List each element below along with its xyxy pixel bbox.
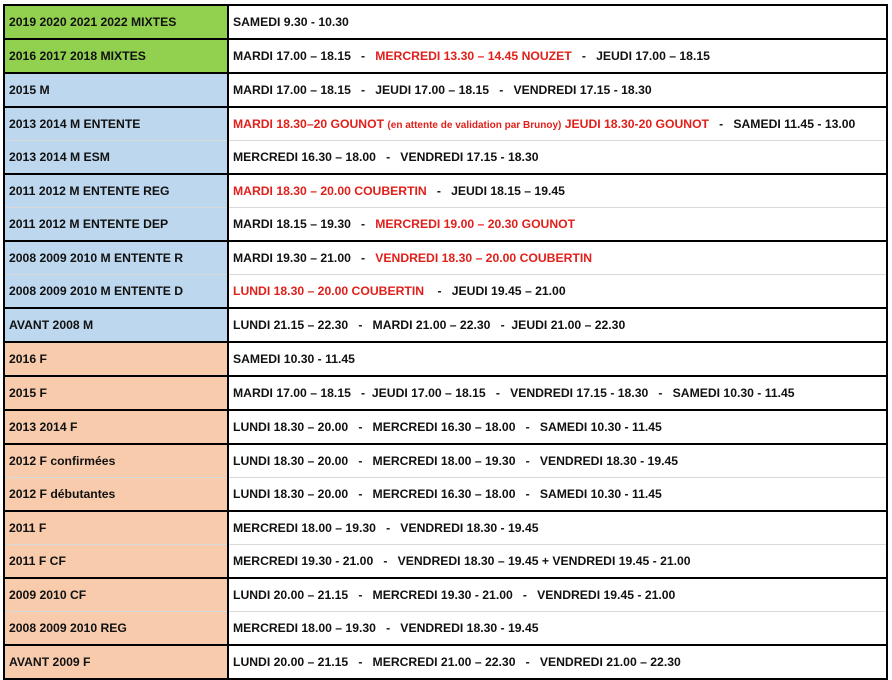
schedule-cell xyxy=(228,73,887,107)
schedule-row xyxy=(4,612,887,646)
schedule-note-red: VENDREDI 18.30 – 20.00 COUBERTIN xyxy=(375,251,593,265)
category-cell: 2015 F xyxy=(4,376,228,410)
schedule-text: LUNDI 18.30 – 20.00 - MERCREDI 18.00 – 19.30 - VENDREDI 18.30 - 19.45 xyxy=(233,454,679,468)
schedule-row xyxy=(4,107,887,141)
schedule-row xyxy=(4,545,887,579)
schedule-text: MERCREDI 18.00 – 19.30 - VENDREDI 18.30 - 19.45 xyxy=(233,621,539,635)
category-cell: 2016 F xyxy=(4,342,228,376)
category-cell: 2011 F CF xyxy=(4,545,228,579)
schedule-cell xyxy=(228,241,887,275)
schedule-note-red: MARDI 18.30–20 GOUNOT xyxy=(233,117,388,131)
category-cell: 2016 2017 2018 MIXTES xyxy=(4,39,228,73)
category-cell: AVANT 2009 F xyxy=(4,645,228,679)
schedule-row xyxy=(4,73,887,107)
schedule-text: MARDI 19.30 – 21.00 - xyxy=(233,251,376,265)
category-cell: 2013 2014 F xyxy=(4,410,228,444)
schedule-cell xyxy=(228,208,887,242)
category-cell: 2011 2012 M ENTENTE DEP xyxy=(4,208,228,242)
schedule-text: MARDI 17.00 – 18.15 - JEUDI 17.00 – 18.15 - VENDREDI 17.15 - 18.30 xyxy=(233,83,652,97)
schedule-row xyxy=(4,410,887,444)
schedule-cell xyxy=(228,645,887,679)
schedule-cell xyxy=(228,107,887,141)
schedule-text: MARDI 18.15 – 19.30 - xyxy=(233,217,376,231)
schedule-note-red: MERCREDI 19.00 – 20.30 GOUNOT xyxy=(375,217,576,231)
schedule-text: MERCREDI 18.00 – 19.30 - VENDREDI 18.30 - 19.45 xyxy=(233,521,539,535)
schedule-text: MARDI 17.00 – 18.15 - JEUDI 17.00 – 18.15 - VENDREDI 17.15 - 18.30 - SAMEDI 10.30 - 11.45 xyxy=(233,386,795,400)
schedule-text: MERCREDI 16.30 – 18.00 - VENDREDI 17.15 - 18.30 xyxy=(233,150,539,164)
schedule-row xyxy=(4,174,887,208)
schedule-text: MERCREDI 19.30 - 21.00 - VENDREDI 18.30 – 19.45 + VENDREDI 19.45 - 21.00 xyxy=(233,554,691,568)
category-cell: 2013 2014 M ENTENTE xyxy=(4,107,228,141)
schedule-text: LUNDI 20.00 – 21.15 - MERCREDI 21.00 – 22.30 - VENDREDI 21.00 – 22.30 xyxy=(233,655,681,669)
category-cell: AVANT 2008 M xyxy=(4,308,228,342)
schedule-cell xyxy=(228,376,887,410)
category-cell: 2008 2009 2010 M ENTENTE D xyxy=(4,275,228,309)
schedule-row xyxy=(4,208,887,242)
schedule-text: SAMEDI 10.30 - 11.45 xyxy=(233,352,355,366)
category-cell: 2019 2020 2021 2022 MIXTES xyxy=(4,5,228,39)
schedule-text: - JEUDI 19.45 – 21.00 xyxy=(424,284,566,298)
schedule-cell xyxy=(228,308,887,342)
category-cell: 2008 2009 2010 M ENTENTE R xyxy=(4,241,228,275)
schedule-text: - SAMEDI 11.45 - 13.00 xyxy=(709,117,856,131)
category-cell: 2009 2010 CF xyxy=(4,578,228,612)
schedule-cell xyxy=(228,478,887,512)
schedule-text: LUNDI 21.15 – 22.30 - MARDI 21.00 – 22.30 - JEUDI 21.00 – 22.30 xyxy=(233,318,626,332)
category-cell: 2015 M xyxy=(4,73,228,107)
schedule-row xyxy=(4,342,887,376)
schedule-row xyxy=(4,241,887,275)
schedule-row xyxy=(4,511,887,545)
schedule-table xyxy=(3,4,888,680)
schedule-cell xyxy=(228,5,887,39)
schedule-row xyxy=(4,275,887,309)
schedule-row xyxy=(4,444,887,478)
schedule-cell xyxy=(228,511,887,545)
schedule-cell xyxy=(228,444,887,478)
schedule-text: - JEUDI 17.00 – 18.15 xyxy=(571,49,710,63)
schedule-cell xyxy=(228,612,887,646)
schedule-text: LUNDI 18.30 – 20.00 - MERCREDI 16.30 – 18.00 - SAMEDI 10.30 - 11.45 xyxy=(233,420,662,434)
schedule-cell xyxy=(228,578,887,612)
schedule-note-red: (en attente de validation par Brunoy) xyxy=(387,120,562,131)
schedule-cell xyxy=(228,342,887,376)
schedule-body xyxy=(4,5,887,679)
schedule-cell xyxy=(228,545,887,579)
schedule-row xyxy=(4,141,887,175)
schedule-row xyxy=(4,5,887,39)
schedule-text: SAMEDI 9.30 - 10.30 xyxy=(233,15,349,29)
schedule-note-red: MERCREDI 13.30 – 14.45 NOUZET xyxy=(375,49,572,63)
category-cell: 2013 2014 M ESM xyxy=(4,141,228,175)
schedule-row xyxy=(4,376,887,410)
schedule-text: LUNDI 18.30 – 20.00 - MERCREDI 16.30 – 18.00 - SAMEDI 10.30 - 11.45 xyxy=(233,487,662,501)
schedule-row xyxy=(4,645,887,679)
schedule-cell xyxy=(228,410,887,444)
schedule-note-red: JEUDI 18.30-20 GOUNOT xyxy=(561,117,709,131)
schedule-cell xyxy=(228,275,887,309)
schedule-note-red: LUNDI 18.30 – 20.00 COUBERTIN xyxy=(233,284,425,298)
schedule-cell xyxy=(228,141,887,175)
category-cell: 2008 2009 2010 REG xyxy=(4,612,228,646)
schedule-cell xyxy=(228,174,887,208)
category-cell: 2012 F débutantes xyxy=(4,478,228,512)
category-cell: 2011 F xyxy=(4,511,228,545)
schedule-text: - JEUDI 18.15 – 19.45 xyxy=(426,184,565,198)
category-cell: 2011 2012 M ENTENTE REG xyxy=(4,174,228,208)
schedule-note-red: MARDI 18.30 – 20.00 COUBERTIN xyxy=(233,184,427,198)
category-cell: 2012 F confirmées xyxy=(4,444,228,478)
schedule-row xyxy=(4,308,887,342)
schedule-row xyxy=(4,478,887,512)
schedule-text: MARDI 17.00 – 18.15 - xyxy=(233,49,376,63)
schedule-row xyxy=(4,39,887,73)
schedule-cell xyxy=(228,39,887,73)
schedule-text: LUNDI 20.00 – 21.15 - MERCREDI 19.30 - 21.00 - VENDREDI 19.45 - 21.00 xyxy=(233,588,676,602)
schedule-row xyxy=(4,578,887,612)
